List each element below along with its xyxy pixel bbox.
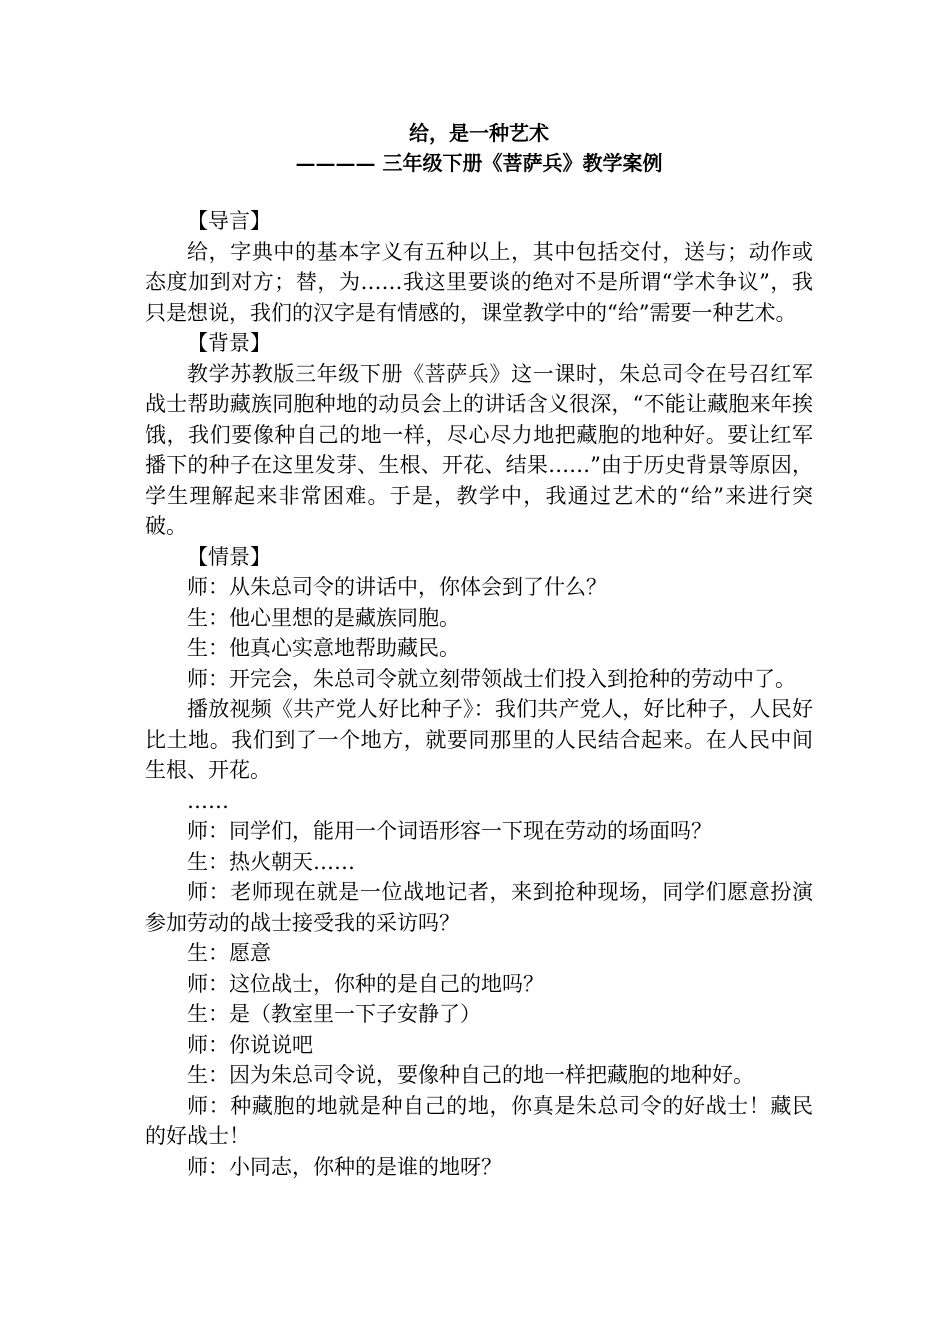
section-heading: 【导言】 xyxy=(187,209,271,233)
paragraph: 师：同学们，能用一个词语形容一下现在劳动的场面吗？ xyxy=(187,819,712,843)
document-page xyxy=(145,118,813,1182)
section-heading: 【背景】 xyxy=(187,331,271,355)
paragraph: 播放视频《共产党人好比种子》：我们共产党人，好比种子，人民好比土地。我们到了一个地方，就要同那里的人民结合起来。在人民中间生根、开花。 xyxy=(145,697,813,782)
paragraph: 生：他心里想的是藏族同胞。 xyxy=(187,605,460,630)
document-title: 给，是一种艺术 xyxy=(409,121,549,145)
paragraph: 师：你说说吧 xyxy=(187,1032,313,1057)
paragraph: 生：他真心实意地帮助藏民。 xyxy=(187,636,460,660)
paragraph: 师：从朱总司令的讲话中，你体会到了什么？ xyxy=(187,575,607,599)
paragraph: 生：愿意 xyxy=(187,941,271,965)
document-body xyxy=(145,206,813,1182)
paragraph: 师：小同志，你种的是谁的地呀？ xyxy=(187,1154,502,1179)
paragraph: 教学苏教版三年级下册《菩萨兵》这一课时，朱总司令在号召红军战士帮助藏族同胞种地的动员会上的讲话含义很深，“不能让藏胞来年挨饿，我们要像种自己的地一样，尽心尽力地把藏胞的地种好。要让红军播下的种子在这里发芽、生根、开花、结果……”由于历史背景等原因，学生理解起来非常困难。于是，教学中，我通过艺术的“给”来进行突破。 xyxy=(145,361,813,538)
paragraph: 师：开完会，朱总司令就立刻带领战士们投入到抢种的劳动中了。 xyxy=(187,666,796,691)
paragraph: 师：种藏胞的地就是种自己的地，你真是朱总司令的好战士！藏民的好战士！ xyxy=(145,1093,813,1148)
paragraph: 生：因为朱总司令说，要像种自己的地一样把藏胞的地种好。 xyxy=(187,1063,754,1087)
paragraph: 生：热火朝天…… xyxy=(187,849,355,874)
paragraph: 师：这位战士，你种的是自己的地吗？ xyxy=(187,971,544,996)
section-heading: 【情景】 xyxy=(187,544,271,569)
paragraph: …… xyxy=(187,788,229,813)
document-subtitle: ———— 三年级下册《菩萨兵》教学案例 xyxy=(295,151,663,175)
paragraph: 给，字典中的基本字义有五种以上，其中包括交付，送与；动作或态度加到对方；替，为……我这里要谈的绝对不是所谓“学术争议”，我只是想说，我们的汉字是有情感的，课堂教学中的“给”需要一种艺术。 xyxy=(145,239,813,325)
paragraph: 生：是（教室里一下子安静了） xyxy=(187,1002,481,1026)
paragraph: 师：老师现在就是一位战地记者，来到抢种现场，同学们愿意扮演参加劳动的战士接受我的采访吗？ xyxy=(145,880,813,935)
